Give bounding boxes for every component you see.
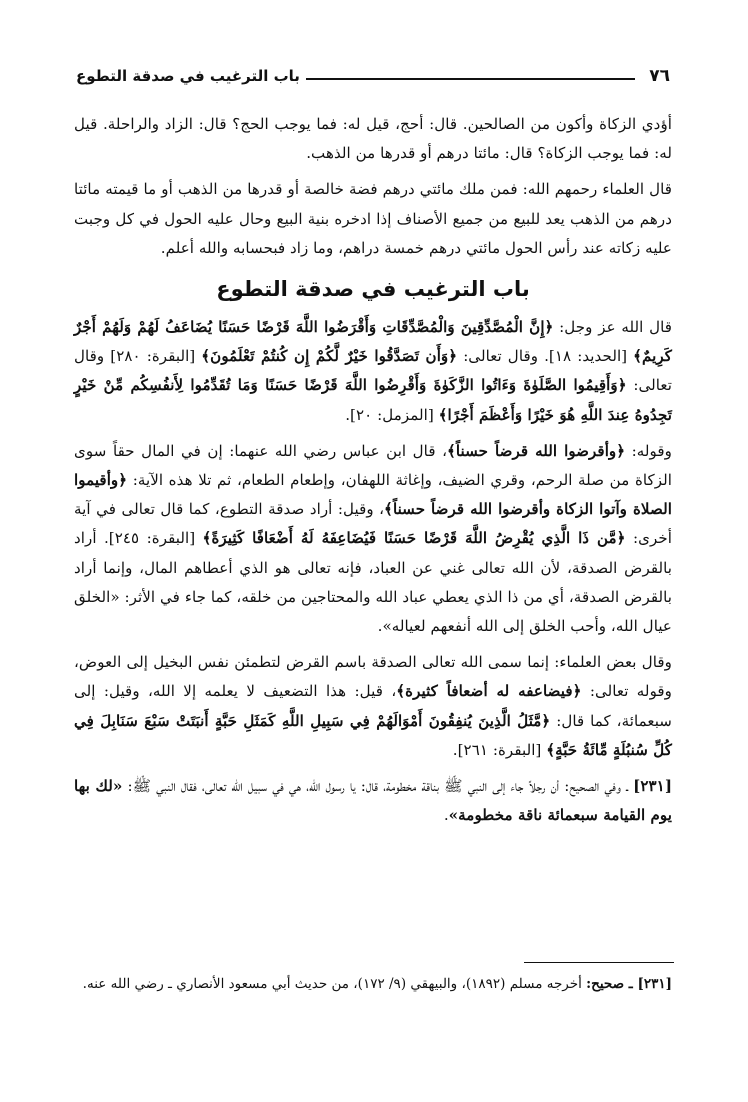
running-title: باب الترغيب في صدقة التطوع	[76, 67, 300, 85]
paragraph-scholars-ruling: قال العلماء رحمهم الله: فمن ملك مائتي درهم فضة خالصة أو قدرها من الذهب أو ما قيمته مائتا درهم من الذهب يعد للبيع من جميع الأصناف إذا ادخره بنية البيع وحال عليه الحول في كل وجبت عليه زكاته عند رأس الحول مائتي درهم خمسة دراهم، وما زاد فبحسابه والله أعلم.	[74, 180, 672, 257]
page-body	[74, 110, 672, 837]
hadith-number: [٢٣١]	[633, 777, 673, 796]
quran-verse: ﴿مَّن ذَا الَّذِي يُقْرِضُ اللَّهَ قَرْضًا حَسَنًا فَيُضَاعِفَهُ لَهُ أَضْعَافًا كَثِيرَةً﴾	[202, 529, 626, 548]
text-run: [المزمل: ٢٠].	[345, 405, 439, 424]
text-run: .	[443, 806, 449, 825]
text-run: [البقرة: ٢٦١].	[452, 740, 547, 759]
quran-verse: ﴿وَأَقِيمُوا الصَّلَوٰةَ وَءَاتُوا الزَّكَوٰةَ وَأَقْرِضُوا اللَّهَ قَرْضًا حَسَنًا وَمَا تُقَدِّمُوا لِأَنفُسِكُم مِّنْ خَيْرٍ تَجِدُوهُ عِندَ اللَّهِ هُوَ خَيْرًا وَأَعْظَمَ أَجْرًا﴾	[74, 376, 672, 424]
text-run: ، قال ابن عباس رضي الله عنهما: إن في المال حقاً سوى الزكاة من صلة الرحم، وقري الضيف، وإغاثة اللهفان، وإطعام الطعام، ثم تلا هذه الآية:	[74, 441, 672, 490]
footnote-text: أخرجه مسلم (١٨٩٢)، والبيهقي (٩/ ١٧٢)، من حديث أبي مسعود الأنصاري ـ رضي الله عنه.	[82, 976, 587, 992]
quran-verse: ﴿وأقرضوا الله قرضاً حسناً﴾	[446, 441, 626, 460]
text-run: ، قيل: هذا التضعيف لا يعلمه إلا الله، وقيل: إلى سبعمائة، كما قال:	[74, 682, 672, 730]
quran-verse: ﴿وأقيموا الصلاة وآتوا الزكاة وأقرضوا الله قرضاً حسناً﴾	[74, 471, 672, 519]
paragraph-scholars-qard	[74, 648, 672, 765]
quran-verse: ﴿وَأَن تَصَدَّقُوا خَيْرٌ لَّكُمْ إِن كُنتُمْ تَعْلَمُونَ﴾	[201, 347, 458, 366]
section-title: باب الترغيب في صدقة التطوع	[216, 277, 530, 302]
paragraph-zakat-conditions: أؤدي الزكاة وأكون من الصالحين. قال: أحج، قيل له: فما يوجب الحج؟ قال: الزاد والراحلة. قيل له: فما يوجب الزكاة؟ قال: مائتا درهم أو قدرها من الذهب.	[74, 115, 672, 163]
text-run: وقال بعض العلماء: إنما سمى الله تعالى الصدقة باسم القرض لتطمئن نفس البخيل إلى العوض، وقوله تعالى:	[74, 653, 673, 701]
quran-verse: ﴿إِنَّ الْمُصَّدِّقِينَ وَالْمُصَّدِّقَاتِ وَأَقْرَضُوا اللَّهَ قَرْضًا حَسَنًا يُضَاعَفُ لَهُمْ وَلَهُمْ أَجْرٌ كَرِيمٌ﴾	[74, 318, 672, 366]
text-run: [البقرة: ٢٤٥]. أراد بالقرض الصدقة، لأن الله تعالى غني عن العباد، فإنه تعالى هو الذي أعطاهم المال، وإنما أراد بالقرض الصدقة، أي من ذا الذي يعطي عباد الله والمحتاجين من خلقه، كما جاء في الأثر: «الخلق عيال الله، وأحب الخلق إلى الله أنفعهم لعياله».	[74, 529, 672, 636]
page-number: ٧٦	[649, 66, 670, 86]
footnote-divider	[524, 962, 674, 963]
text-run: وقوله:	[625, 441, 672, 460]
text-run: ـ وفي الصحيح: أن رجلاً جاء إلى النبي ﷺ بناقة مخطومة، قال: يا رسول الله، هي في سبيل الله تعالى، فقال النبي ﷺ:	[122, 777, 634, 796]
paragraph-ibn-abbas	[74, 437, 672, 641]
paragraph-quran-verses	[74, 313, 672, 430]
page-header	[76, 56, 670, 96]
quran-verse: ﴿فيضاعفه له أضعافاً كثيرة﴾	[396, 682, 582, 701]
quran-verse: ﴿مَّثَلُ الَّذِينَ يُنفِقُونَ أَمْوَالَهُمْ فِي سَبِيلِ اللَّهِ كَمَثَلِ حَبَّةٍ أَنبَتَتْ سَبْعَ سَنَابِلَ فِي كُلِّ سُنبُلَةٍ مِّائَةُ حَبَّةٍ﴾	[74, 711, 672, 759]
hadith-quote: «لك بها يوم القيامة سبعمائة ناقة مخطومة»	[74, 777, 672, 825]
footnote	[74, 970, 672, 998]
paragraph-hadith-231	[74, 772, 672, 830]
header-rule	[306, 78, 635, 80]
text-run: [البقرة: ٢٨٠] وقال تعالى:	[74, 347, 672, 395]
text-run: [الحديد: ١٨]. وقال تعالى:	[457, 347, 634, 366]
text-run: قال الله عز وجل:	[553, 318, 672, 337]
footnote-label: [٢٣١] ـ صحيح:	[586, 976, 672, 992]
text-run: ، وقيل: أراد صدقة التطوع، كما قال تعالى في آية أخرى:	[74, 500, 672, 548]
